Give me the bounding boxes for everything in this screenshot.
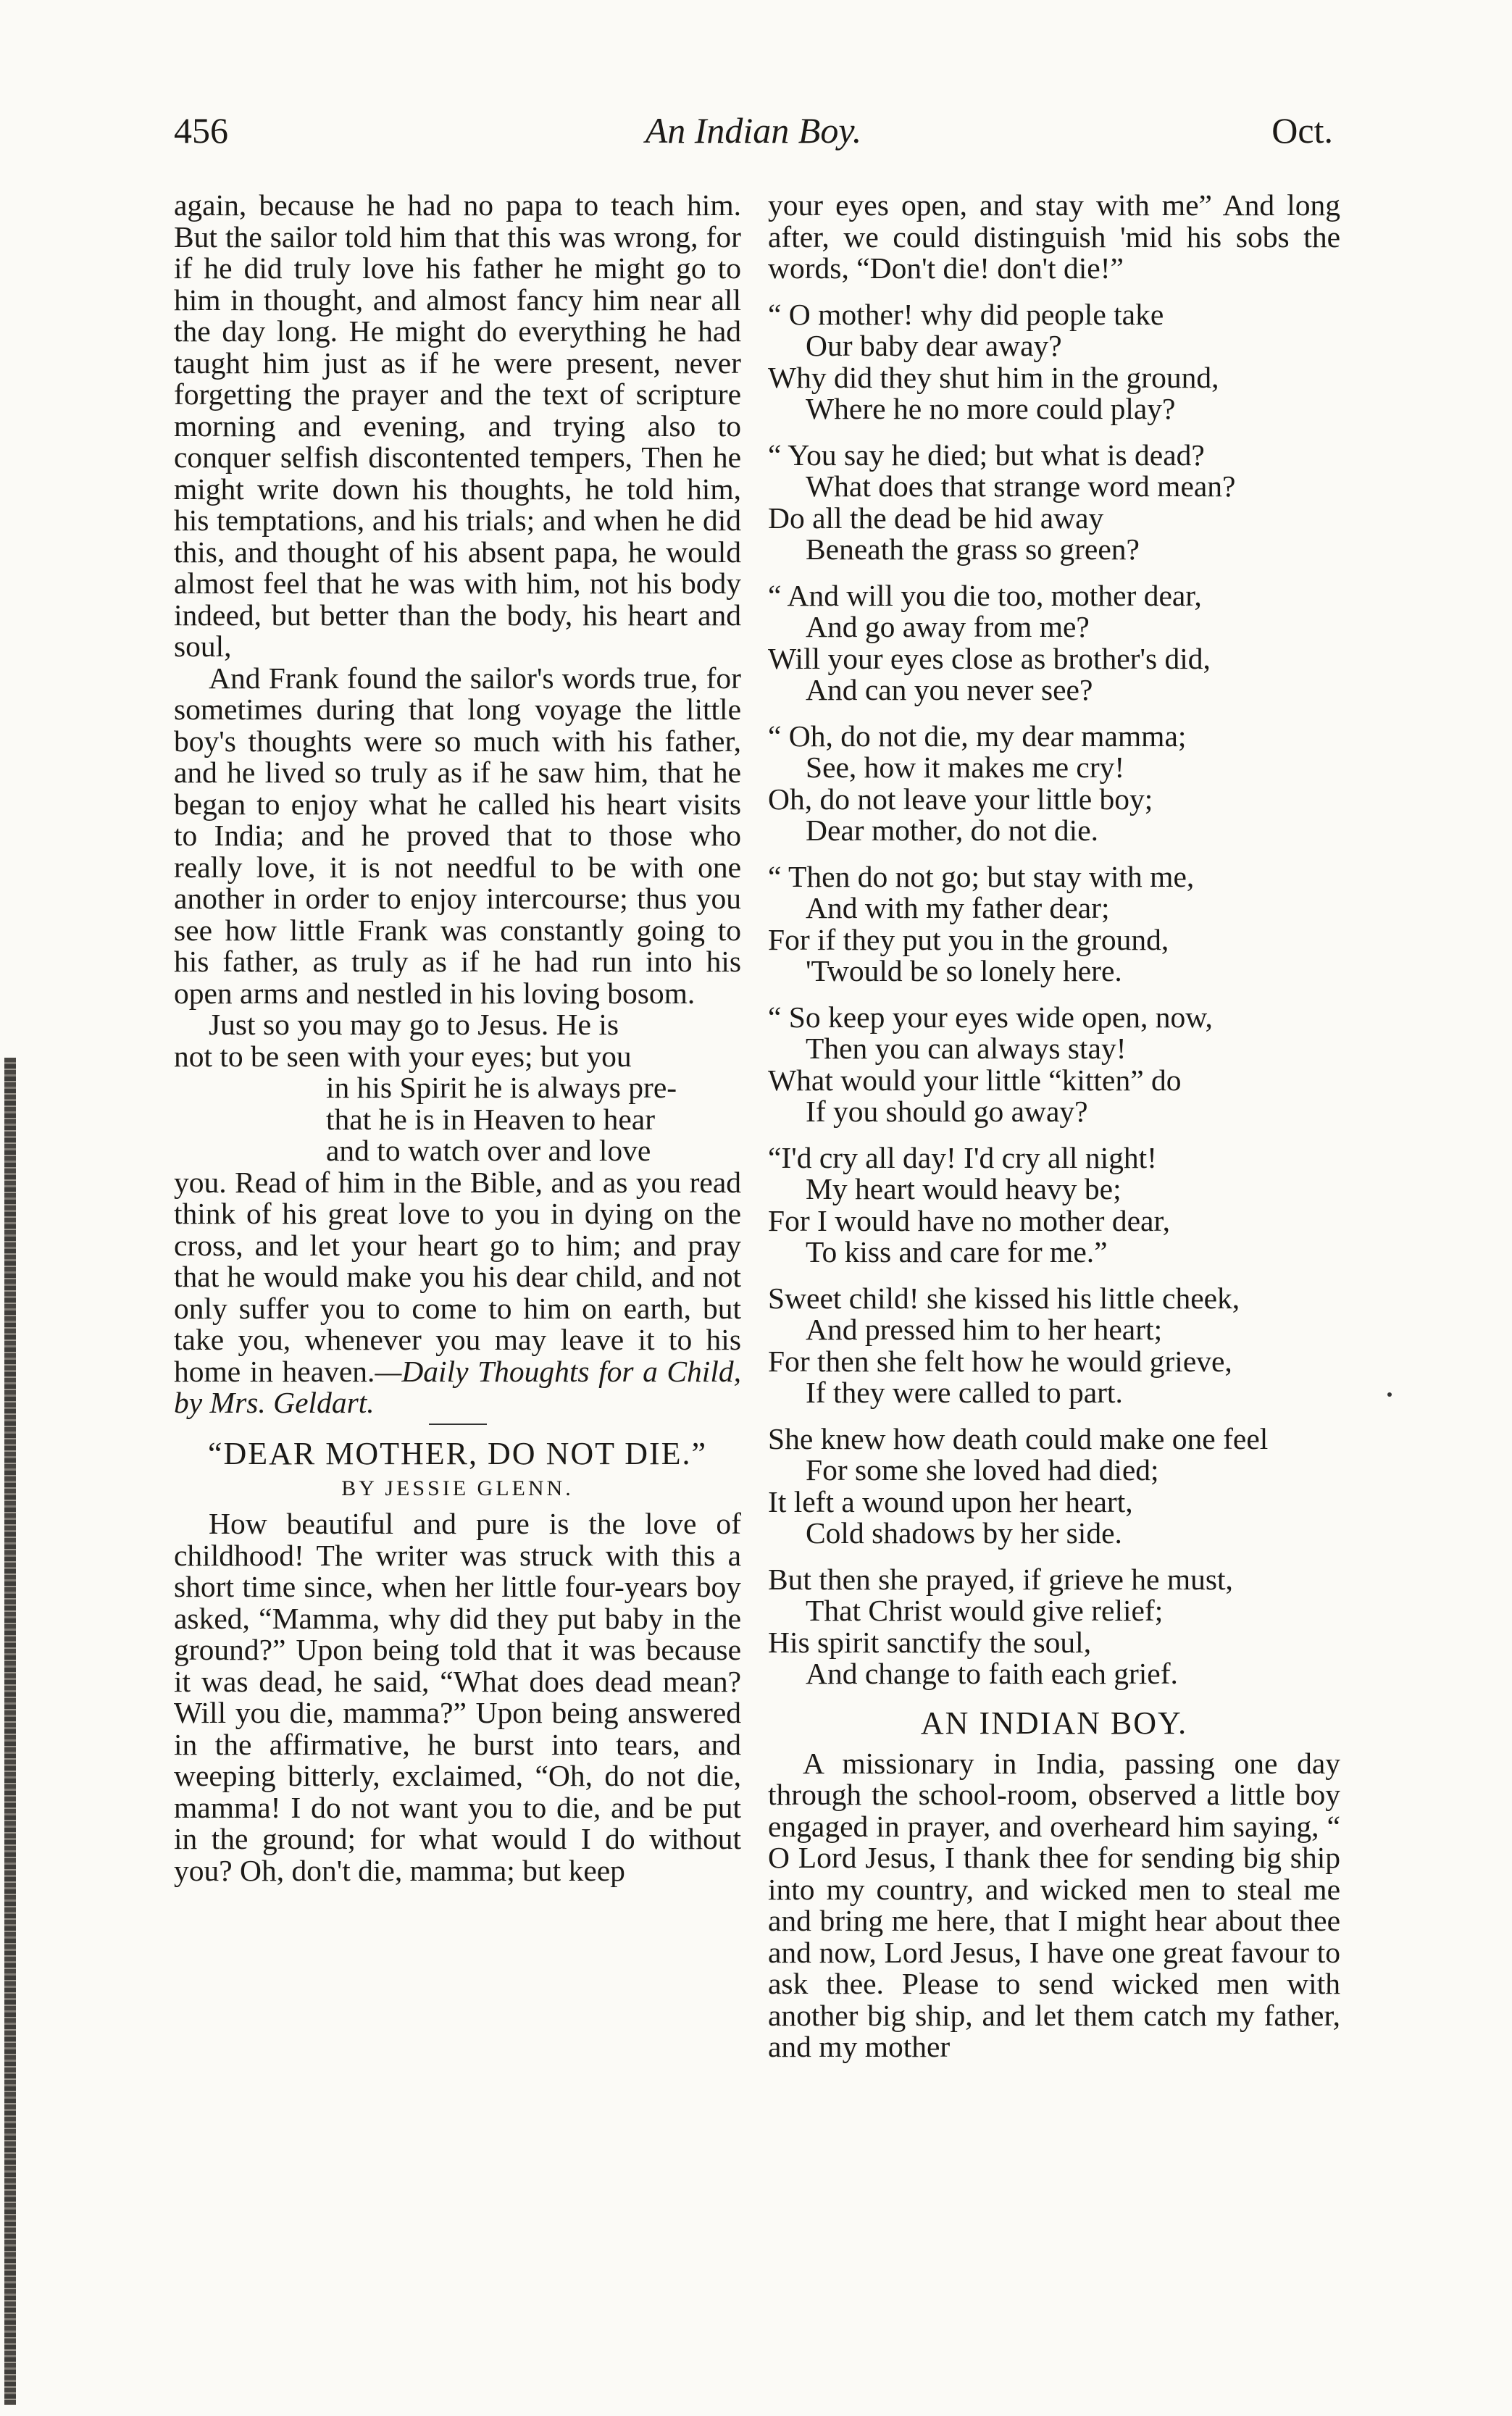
poem-line: If you should go away? — [806, 1095, 1088, 1128]
paragraph-text: you. Read of him in the Bible, and as you read think of his great love to you in dying on the cross, and let your heart go to him; and pray that he would make you his dear child, and not only suffer you to come to him on earth, but take you, whenever you may leave it to his home in heaven. — [174, 1165, 741, 1388]
poem-line: “ So keep your eyes wide open, now, — [768, 1000, 1213, 1034]
poem-stanza — [768, 721, 1340, 847]
poem-line: Do all the dead be hid away — [768, 501, 1104, 535]
running-header — [174, 109, 1333, 167]
poem-line: And with my father dear; — [806, 891, 1110, 924]
paragraph: your eyes open, and stay with me” And long after, we could distinguish 'mid his sobs the words, “Don't die! don't die!” — [768, 188, 1340, 285]
poem-line: That Christ would give relief; — [806, 1594, 1164, 1627]
poem-stanza — [768, 1421, 1340, 1550]
poem-line: 'Twould be so lonely here. — [806, 954, 1122, 987]
poem-stanza — [768, 861, 1340, 987]
poem-heading: “DEAR MOTHER, DO NOT DIE.” — [207, 1435, 708, 1471]
poem-line: Dear mother, do not die. — [806, 814, 1098, 847]
poem-line: For I would have no mother dear, — [768, 1203, 1170, 1237]
header-month: Oct. — [1271, 110, 1333, 151]
poem-line: His spirit sanctify the soul, — [768, 1625, 1092, 1659]
poem-line: What would your little “kitten” do — [768, 1063, 1182, 1097]
poem-line: Why did they shut him in the ground, — [768, 360, 1219, 394]
poem-line: Will your eyes close as brother's did, — [768, 641, 1211, 675]
paragraph: How beautiful and pure is the love of childhood! The writer was struck with this a short time since, when her little four-years boy asked, “Mamma, why did they put baby in the ground?” Upon being told that it was because it was dead, he said, “What does dead mean? Will you die, mamma?” Upon being answered in the affirmative, he burst into tears, and weeping bitterly, exclaimed, “Oh, do not die, mamma! I do not want you to die, and be put in the ground; for what would I do without you? Oh, don't die, mamma; but keep — [174, 1507, 741, 1887]
right-column — [768, 190, 1340, 2063]
poem-line: And go away from me? — [806, 610, 1090, 643]
ink-speck — [1387, 1392, 1392, 1397]
poem-stanza — [768, 1564, 1340, 1690]
poem-line: And pressed him to her heart; — [806, 1313, 1163, 1346]
poem-line: Beneath the grass so green? — [806, 532, 1140, 566]
binding-gutter — [4, 1058, 16, 2405]
paragraph — [174, 1167, 741, 1419]
poem-stanza — [768, 440, 1340, 566]
poem-stanzas — [768, 299, 1340, 1690]
poem-line: Where he no more could play? — [806, 392, 1176, 425]
poem-line: See, how it makes me cry! — [806, 751, 1125, 784]
text-line: that he is in Heaven to hear — [326, 1102, 656, 1136]
paragraph: And Frank found the sailor's words true, for sometimes during that long voyage the little boy's thoughts were so much with his father, and he lived so truly as if he saw him, that he began to enjoy what he called his heart visits to India; and he proved that to those who really love, it is not needful to be with one another in order to enjoy intercourse; thus you see how little Frank was constantly going to his father, as truly as if he had run into his open arms and nestled in his loving bosom. — [174, 661, 741, 1010]
left-column — [174, 190, 741, 1886]
poem-stanza — [768, 580, 1340, 706]
poem-line: “I'd cry all day! I'd cry all night! — [768, 1140, 1157, 1174]
poem-line: Our baby dear away? — [806, 329, 1062, 362]
source-credit: —Daily Thoughts for a Child, by Mrs. Geldart. — [174, 1354, 741, 1419]
poem-line: And can you never see? — [806, 673, 1093, 706]
text-line: not to be seen with your eyes; but you — [174, 1039, 632, 1073]
paragraph: A missionary in India, passing one day through the school-room, observed a little boy engaged in prayer, and overheard him saying, “ O Lord Jesus, I thank thee for sending big ship into my country, and wicked men to steal me and bring me here, that I might hear about thee and now, Lord Jesus, I have one great favour to ask thee. Please to send wicked men with another big ship, and let them catch my father, and my mother — [768, 1746, 1340, 2063]
poem-line: “ And will you die too, mother dear, — [768, 578, 1202, 612]
poem-line: My heart would heavy be; — [806, 1172, 1122, 1205]
text-line: and to watch over and love — [326, 1134, 651, 1167]
poem-byline: BY JESSIE GLENN. — [341, 1476, 574, 1500]
section-divider — [429, 1424, 487, 1425]
poem-stanza — [768, 1002, 1340, 1128]
poem-stanza — [768, 1283, 1340, 1409]
poem-stanza — [768, 299, 1340, 425]
poem-line: For if they put you in the ground, — [768, 922, 1169, 956]
paragraph — [174, 1009, 741, 1167]
poem-line: What does that strange word mean? — [806, 469, 1236, 503]
running-title: An Indian Boy. — [645, 110, 862, 151]
poem-line: But then she prayed, if grieve he must, — [768, 1562, 1233, 1596]
section-heading: AN INDIAN BOY. — [920, 1705, 1188, 1741]
poem-line: Then you can always stay! — [806, 1032, 1127, 1065]
poem-line: If they were called to part. — [806, 1376, 1123, 1409]
poem-line: “ Oh, do not die, my dear mamma; — [768, 719, 1187, 753]
poem-stanza — [768, 1142, 1340, 1268]
poem-line: She knew how death could make one feel — [768, 1421, 1269, 1455]
text-line: in his Spirit he is always pre- — [326, 1071, 677, 1104]
text-line: Just so you may go to Jesus. He is — [209, 1008, 619, 1041]
poem-line: “ Then do not go; but stay with me, — [768, 859, 1195, 893]
paragraph: again, because he had no papa to teach him. But the sailor told him that this was wrong, for if he did truly love his father he might go to him in thought, and almost fancy him near all the day long. He might do everything he had taught him just as if he were present, never forgetting the prayer and the text of scripture morning and evening, and trying also to conquer selfish discontented tempers, Then he might write down his thoughts, he told him, his temptations, and his trials; and when he did this, and thought of his absent papa, he would almost feel that he was with him, not his body indeed, but better than the body, his heart and soul, — [174, 188, 741, 663]
poem-line: And change to faith each grief. — [806, 1657, 1178, 1690]
poem-line: Oh, do not leave your little boy; — [768, 782, 1153, 816]
poem-line: Cold shadows by her side. — [806, 1516, 1122, 1550]
poem-line: For some she loved had died; — [806, 1453, 1159, 1487]
poem-line: “ O mother! why did people take — [768, 297, 1164, 331]
poem-line: To kiss and care for me.” — [806, 1235, 1108, 1268]
poem-line: It left a wound upon her heart, — [768, 1484, 1133, 1518]
poem-line: Sweet child! she kissed his little cheek, — [768, 1281, 1240, 1315]
poem-line: For then she felt how he would grieve, — [768, 1344, 1232, 1378]
poem-line: “ You say he died; but what is dead? — [768, 438, 1205, 472]
page-number: 456 — [174, 110, 228, 151]
